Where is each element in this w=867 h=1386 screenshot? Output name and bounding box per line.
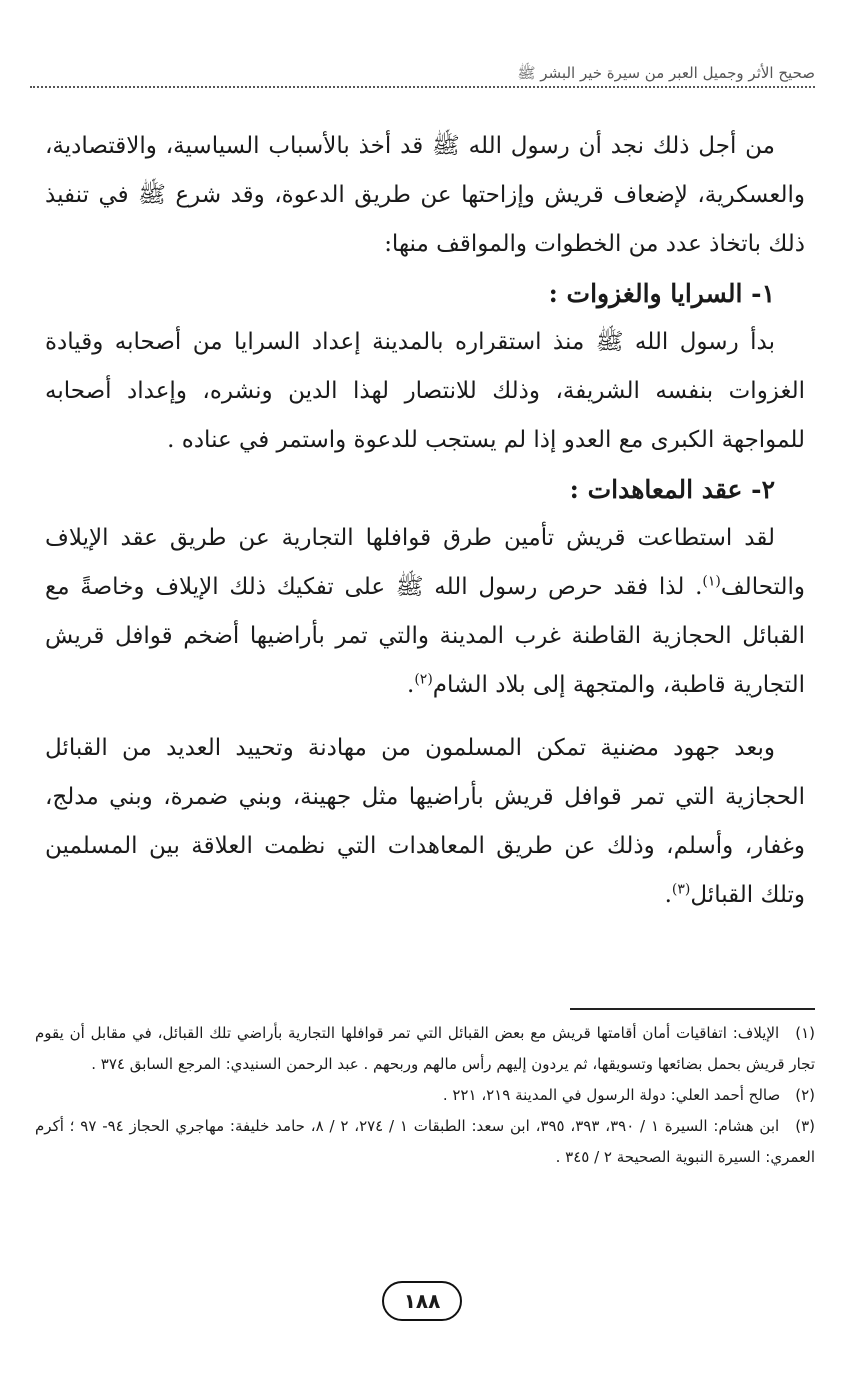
footnote-ref-2: (٢) <box>414 671 433 688</box>
tribes-paragraph <box>45 724 805 920</box>
footnote-2 <box>35 1080 815 1111</box>
footnote-ref-1: (١) <box>702 573 721 590</box>
footnote-text: ابن هشام: السيرة ١ / ٣٩٠، ٣٩٣، ٣٩٥، ابن سعد: الطبقات ١ / ٢٧٤، ٢ / ٨، حامد خليفة: مهاجري الحجاز ٩٤- ٩٧ ؛ أكرم العمري: السيرة النبوية الصحيحة ٢ / ٣٤٥ . <box>35 1117 815 1166</box>
section-heading-treaties: ٢- عقد المعاهدات : <box>569 475 775 504</box>
treaties-text-b: . لذا فقد حرص رسول الله ﷺ على تفكيك ذلك الإيلاف وخاصةً مع القبائل الحجازية القاطنة غرب المدينة والتي تمر بأراضيها أضخم قوافل قريش التجارية قاطبة، والمتجهة إلى بلاد الشام <box>45 574 805 698</box>
main-text <box>45 122 805 920</box>
footnote-number: (١) <box>795 1024 815 1042</box>
raids-paragraph: بدأ رسول الله ﷺ منذ استقراره بالمدينة إعداد السرايا من أصحابه وقيادة الغزوات بنفسه الشريفة، وذلك للانتصار لهذا الدين ونشره، وإعداد أصحابه للمواجهة الكبرى مع العدو إذا لم يستجب للدعوة واستمر في عناده . <box>45 329 805 453</box>
section-heading-raids: ١- السرايا والغزوات : <box>548 279 775 308</box>
footnote-1 <box>35 1018 815 1080</box>
running-header: صحيح الأثر وجميل العبر من سيرة خير البشر ﷺ <box>517 64 815 82</box>
footnote-number: (٢) <box>795 1086 815 1104</box>
treaties-text-end: . <box>407 672 415 698</box>
footnote-ref-3: (٣) <box>671 881 691 898</box>
page-number: ١٨٨ <box>382 1281 462 1321</box>
footnote-text: صالح أحمد العلي: دولة الرسول في المدينة ٢١٩، ٢٢١ . <box>442 1086 781 1104</box>
footnote-3 <box>35 1111 815 1173</box>
tribes-text: وبعد جهود مضنية تمكن المسلمون من مهادنة وتحييد العديد من القبائل الحجازية التي تمر قوافل قريش بأراضيها مثل جهينة، وبني ضمرة، وبني مدلج، وغفار، وأسلم، وذلك عن طريق المعاهدات التي نظمت العلاقة بين المسلمين وتلك القبائل <box>45 735 805 908</box>
footnote-text: الإيلاف: اتفاقيات أمان أقامتها قريش مع بعض القبائل التي تمر قوافلها التجارية بأراضي تلك القبائل، في مقابل أن يقوم تجار قريش بحمل بضائعها وتسويقها، ثم يردون إليهم رأس مالهم وربحهم . عبد الرحمن السنيدي: المرجع السابق ٣٧٤ . <box>35 1024 815 1073</box>
treaties-paragraph <box>45 514 805 710</box>
footnote-number: (٣) <box>795 1117 815 1135</box>
treaties-text-a: لقد استطاعت قريش تأمين طرق قوافلها التجارية عن طريق عقد الإيلاف والتحالف <box>45 525 805 600</box>
footnote-rule <box>570 1008 815 1010</box>
header-dotted-rule <box>30 86 815 88</box>
footnotes <box>35 1018 815 1173</box>
intro-paragraph: من أجل ذلك نجد أن رسول الله ﷺ قد أخذ بالأسباب السياسية، والاقتصادية، والعسكرية، لإضعاف قريش وإزاحتها عن طريق الدعوة، وقد شرع ﷺ في تنفيذ ذلك باتخاذ عدد من الخطوات والمواقف منها: <box>45 133 805 257</box>
tribes-text-end: . <box>664 882 672 908</box>
